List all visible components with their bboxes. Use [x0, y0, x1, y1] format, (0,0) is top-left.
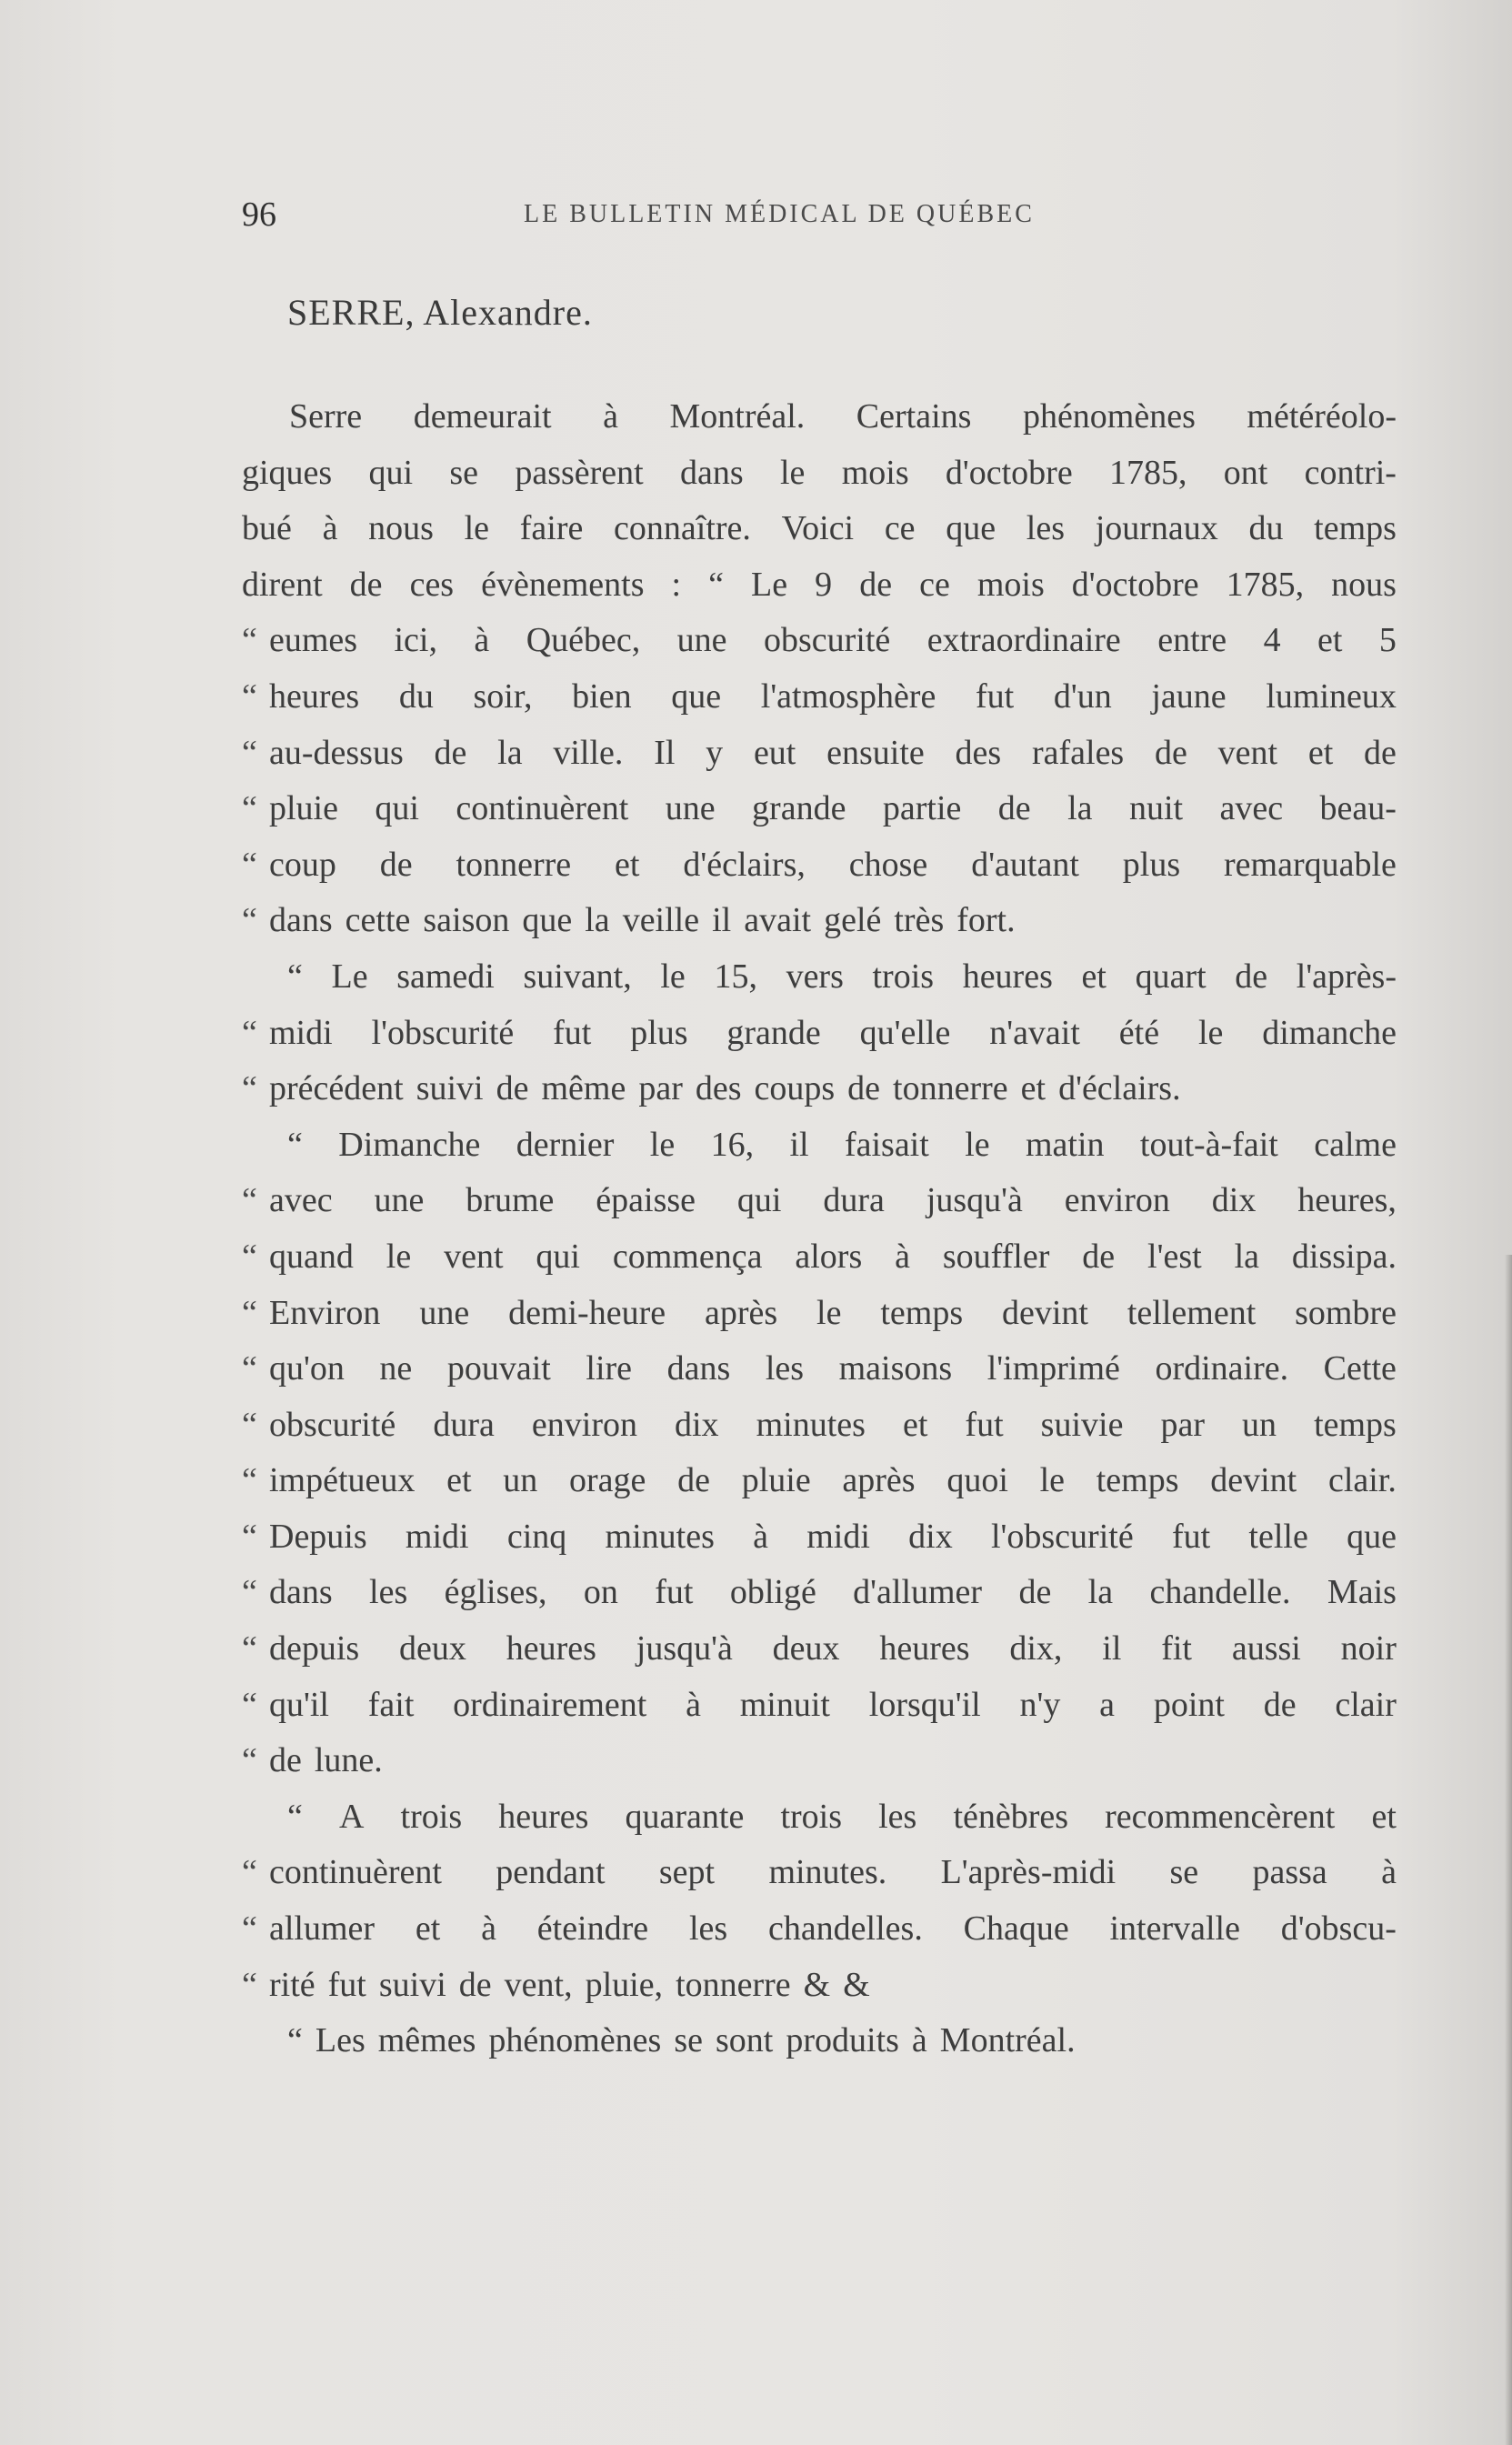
text-line	[242, 613, 1397, 669]
line-text: “ Le samedi suivant, le 15, vers trois heures et quart de l'après-	[287, 957, 1397, 996]
quote-mark: “	[242, 1909, 257, 1949]
text-line	[242, 557, 1397, 614]
quote-mark: “	[242, 789, 257, 828]
line-text: continuèrent pendant sept minutes. L'après-midi se passa à	[269, 1853, 1397, 1892]
line-text: midi l'obscurité fut plus grande qu'elle n'avait été le dimanche	[269, 1013, 1397, 1052]
line-text: coup de tonnerre et d'éclairs, chose d'autant plus remarquable	[269, 845, 1397, 884]
line-text: depuis deux heures jusqu'à deux heures dix, il fit aussi noir	[269, 1629, 1397, 1668]
quote-mark: “	[242, 1293, 257, 1332]
quote-mark: “	[242, 1685, 257, 1724]
page-edge-shadow	[1505, 1255, 1512, 2445]
quote-mark: “	[242, 1965, 257, 2004]
quote-mark: “	[242, 1461, 257, 1500]
text-line	[242, 1565, 1397, 1621]
quote-mark: “	[242, 1741, 257, 1780]
quote-mark: “	[242, 1517, 257, 1556]
quote-mark: “	[242, 1013, 257, 1052]
line-text: impétueux et un orage de pluie après quoi le temps devint clair.	[269, 1461, 1397, 1500]
text-line	[242, 781, 1397, 837]
line-text: “ Les mêmes phénomènes se sont produits à Montréal.	[287, 2021, 1076, 2060]
quote-mark: “	[242, 1573, 257, 1612]
page-number: 96	[242, 195, 276, 234]
line-text: de lune.	[269, 1741, 383, 1780]
quote-mark: “	[242, 1349, 257, 1388]
line-text: obscurité dura environ dix minutes et fut suivie par un temps	[269, 1405, 1397, 1444]
running-head	[242, 195, 1151, 240]
line-text: rité fut suivi de vent, pluie, tonnerre & &	[269, 1965, 870, 2004]
line-text: qu'il fait ordinairement à minuit lorsqu'il n'y a point de clair	[269, 1685, 1397, 1724]
line-text: heures du soir, bien que l'atmosphère fut d'un jaune lumineux	[269, 676, 1397, 716]
text-line	[242, 1173, 1397, 1229]
line-text: au-dessus de la ville. Il y eut ensuite des rafales de vent et de	[269, 733, 1397, 772]
quote-mark: “	[242, 1181, 257, 1220]
text-line	[242, 1286, 1397, 1342]
text-line	[242, 1453, 1397, 1509]
text-line	[242, 1509, 1397, 1566]
text-line	[242, 726, 1397, 782]
text-line	[242, 1958, 1397, 2014]
quote-mark: “	[242, 1237, 257, 1276]
text-line	[242, 949, 1397, 1006]
text-line	[242, 1006, 1397, 1062]
text-line	[242, 1398, 1397, 1454]
line-text: giques qui se passèrent dans le mois d'octobre 1785, ont contri-	[242, 453, 1397, 492]
line-text: avec une brume épaisse qui dura jusqu'à environ dix heures,	[269, 1181, 1397, 1220]
line-text: bué à nous le faire connaître. Voici ce que les journaux du temps	[242, 509, 1397, 548]
text-line	[242, 446, 1397, 502]
quote-mark: “	[242, 676, 257, 716]
line-text: Serre demeurait à Montréal. Certains phénomènes météréolo-	[289, 397, 1397, 436]
quote-mark: “	[242, 733, 257, 772]
text-line	[242, 1845, 1397, 1901]
quote-mark: “	[242, 1629, 257, 1668]
line-text: Environ une demi-heure après le temps devint tellement sombre	[269, 1293, 1397, 1332]
quote-mark: “	[242, 621, 257, 660]
quote-mark: “	[242, 1853, 257, 1892]
line-text: Depuis midi cinq minutes à midi dix l'obscurité fut telle que	[269, 1517, 1397, 1556]
line-text: eumes ici, à Québec, une obscurité extraordinaire entre 4 et 5	[269, 621, 1397, 660]
line-text: “ Dimanche dernier le 16, il faisait le matin tout-à-fait calme	[287, 1125, 1397, 1164]
journal-title: LE BULLETIN MÉDICAL DE QUÉBEC	[524, 200, 1035, 228]
text-line	[242, 501, 1397, 557]
quote-mark: “	[242, 1069, 257, 1108]
quote-mark: “	[242, 901, 257, 940]
text-line	[242, 389, 1397, 446]
text-line	[242, 1061, 1397, 1117]
body-text	[242, 389, 1397, 2069]
line-text: pluie qui continuèrent une grande partie de la nuit avec beau-	[269, 789, 1397, 828]
text-line	[242, 1901, 1397, 1958]
text-line	[242, 1229, 1397, 1286]
line-text: “ A trois heures quarante trois les ténèbres recommencèrent et	[287, 1797, 1397, 1836]
text-line	[242, 837, 1397, 894]
line-text: quand le vent qui commença alors à souffler de l'est la dissipa.	[269, 1237, 1397, 1276]
line-text: dans cette saison que la veille il avait gelé très fort.	[269, 901, 1016, 940]
section-heading: SERRE, Alexandre.	[287, 292, 593, 333]
text-line	[242, 1733, 1397, 1789]
text-line	[242, 669, 1397, 726]
line-text: allumer et à éteindre les chandelles. Chaque intervalle d'obscu-	[269, 1909, 1397, 1949]
line-text: dans les églises, on fut obligé d'allumer de la chandelle. Mais	[269, 1573, 1397, 1612]
text-line	[242, 1341, 1397, 1398]
text-line	[242, 1789, 1397, 1846]
line-text: précédent suivi de même par des coups de tonnerre et d'éclairs.	[269, 1069, 1181, 1108]
quote-mark: “	[242, 1405, 257, 1444]
text-line	[242, 893, 1397, 949]
line-text: qu'on ne pouvait lire dans les maisons l'imprimé ordinaire. Cette	[269, 1349, 1397, 1388]
text-line	[242, 1117, 1397, 1174]
line-text: dirent de ces évènements : “ Le 9 de ce mois d'octobre 1785, nous	[242, 565, 1397, 604]
quote-mark: “	[242, 845, 257, 884]
text-line	[242, 1678, 1397, 1734]
text-line	[242, 1621, 1397, 1678]
text-line	[242, 2013, 1397, 2069]
